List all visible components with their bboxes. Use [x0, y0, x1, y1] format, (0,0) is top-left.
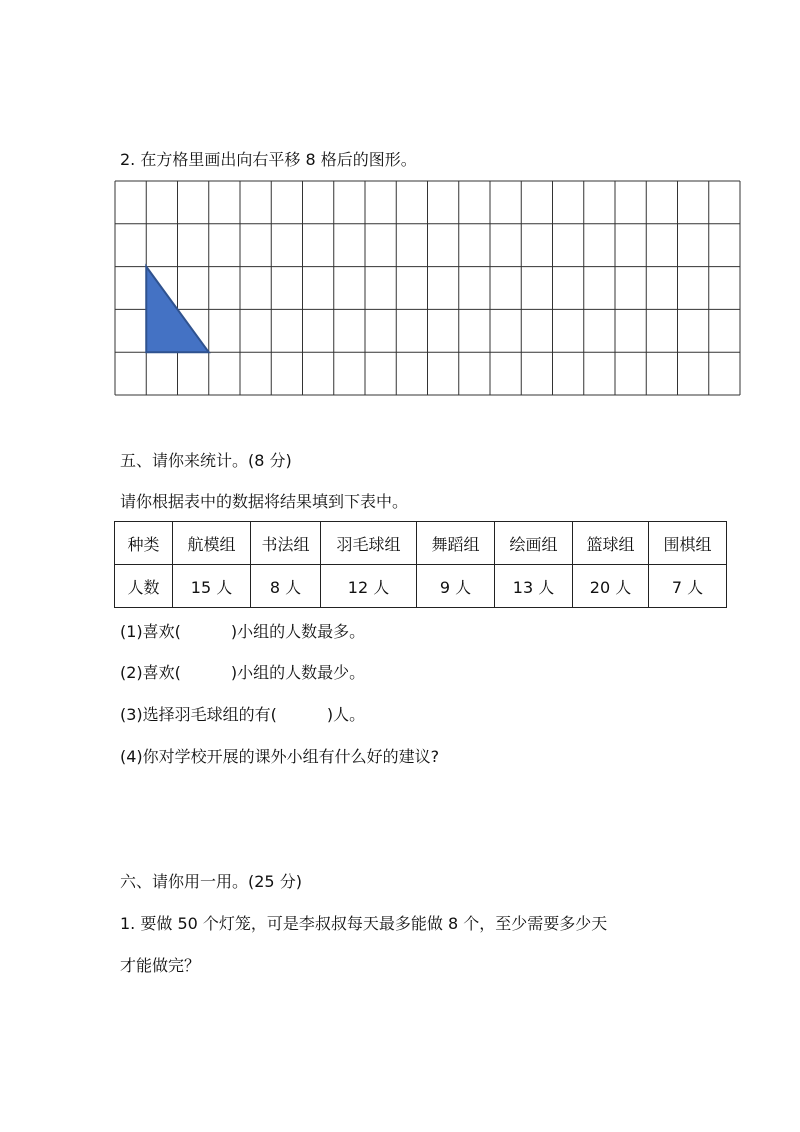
q3-text-before: (3)选择羽毛球组的有( — [120, 705, 277, 724]
question-5-3 — [120, 703, 365, 727]
section-5-instruction: 请你根据表中的数据将结果填到下表中。 — [120, 492, 409, 511]
table-cell: 人数 — [115, 565, 173, 608]
problem-1-line-1: 1. 要做 50 个灯笼，可是李叔叔每天最多能做 8 个，至少需要多少天 — [120, 914, 608, 933]
table-cell: 20 人 — [573, 565, 649, 608]
table-cell: 围棋组 — [649, 522, 727, 565]
table-cell: 舞蹈组 — [417, 522, 495, 565]
table-cell: 12 人 — [321, 565, 417, 608]
table-cell: 航模组 — [173, 522, 251, 565]
statistics-table — [114, 521, 727, 608]
table-cell: 篮球组 — [573, 522, 649, 565]
grid-canvas — [114, 180, 741, 396]
question-2-text: 2. 在方格里画出向右平移 8 格后的图形。 — [120, 150, 417, 169]
problem-1-line-2: 才能做完？ — [120, 956, 201, 975]
question-5-2 — [120, 661, 365, 685]
table-row-count — [115, 565, 727, 608]
q1-text-before: (1)喜欢( — [120, 622, 181, 641]
section-5-title: 五、请你来统计。(8 分) — [120, 451, 292, 470]
q2-text-after: )小组的人数最少。 — [230, 663, 366, 682]
table-cell: 7 人 — [649, 565, 727, 608]
table-cell: 绘画组 — [495, 522, 573, 565]
table-cell: 15 人 — [173, 565, 251, 608]
q1-text-after: )小组的人数最多。 — [230, 622, 366, 641]
table-row-category — [115, 522, 727, 565]
table-cell: 13 人 — [495, 565, 573, 608]
question-5-4: (4)你对学校开展的课外小组有什么好的建议? — [120, 747, 440, 766]
table-cell: 8 人 — [251, 565, 321, 608]
table-cell: 种类 — [115, 522, 173, 565]
q2-text-before: (2)喜欢( — [120, 663, 181, 682]
section-6-title: 六、请你用一用。(25 分) — [120, 872, 302, 891]
table-cell: 书法组 — [251, 522, 321, 565]
square-grid[interactable] — [114, 180, 741, 396]
q3-text-after: )人。 — [326, 705, 366, 724]
table-cell: 羽毛球组 — [321, 522, 417, 565]
table-cell: 9 人 — [417, 565, 495, 608]
question-5-1 — [120, 620, 365, 644]
